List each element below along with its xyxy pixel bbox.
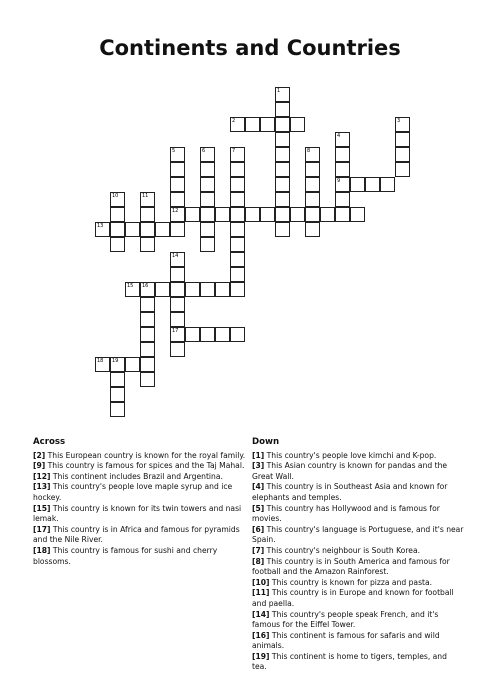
grid-cell[interactable] [185,327,200,342]
grid-cell[interactable] [350,177,365,192]
grid-cell[interactable] [230,327,245,342]
grid-cell[interactable] [200,162,215,177]
clue-number: 16 [142,283,149,289]
clue-text: This country is famous for spices and the Taj Mahal. [45,461,245,471]
clue-text: This country has Hollywood and is famous for movies. [252,503,440,524]
grid-cell[interactable] [230,177,245,192]
grid-cell[interactable] [230,222,245,237]
clue-text: This continent is home to tigers, temples, and tea. [252,651,447,672]
down-clue [252,588,464,609]
clue-text: This continent is famous for safaris and wild animals. [252,630,440,651]
grid-cell[interactable] [275,192,290,207]
clue-number: 4 [337,133,341,139]
clue-text: This country is in Africa and famous for pyramids and the Nile River. [33,524,240,545]
down-clue [252,557,464,578]
across-clue [33,525,247,546]
clue-number-label: [12] [33,471,51,481]
grid-cell[interactable] [200,282,215,297]
grid-cell[interactable] [275,102,290,117]
clue-text: This country's neighbour is South Korea. [264,545,421,555]
grid-cell[interactable] [275,147,290,162]
grid-cell[interactable] [260,117,275,132]
clue-number-label: [16] [252,630,270,640]
across-clue [33,451,247,462]
down-clue [252,610,464,631]
down-clue [252,451,464,462]
grid-cell[interactable] [275,177,290,192]
clue-number-label: [14] [252,609,270,619]
grid-cell[interactable] [305,207,320,222]
grid-cell[interactable] [200,192,215,207]
grid-cell[interactable] [230,162,245,177]
grid-cell[interactable] [110,402,125,417]
clue-number-label: [1] [252,450,265,460]
grid-cell[interactable] [170,192,185,207]
across-clue [33,482,247,503]
grid-cell[interactable] [320,207,335,222]
grid-cell[interactable] [155,282,170,297]
clue-text: This country's people speak French, and it's famous for the Eiffel Tower. [252,609,439,630]
clue-number: 1 [277,88,281,94]
grid-cell[interactable] [140,372,155,387]
clue-text: This country is known for its twin towers and nasi lemak. [33,503,242,524]
clue-text: This European country is known for the royal family. [45,450,246,460]
grid-cell[interactable] [185,282,200,297]
clue-number-label: [19] [252,651,270,661]
grid-cell[interactable] [170,222,185,237]
grid-cell[interactable] [305,222,320,237]
grid-cell[interactable] [275,222,290,237]
grid-cell[interactable] [125,357,140,372]
clue-number-label: [7] [252,545,265,555]
down-clue [252,652,464,673]
clue-number: 14 [172,253,179,259]
grid-cell[interactable] [140,237,155,252]
grid-cell[interactable] [170,282,185,297]
clue-text: This country is in Europe and known for football and paella. [252,588,454,608]
clue-number: 7 [232,148,236,154]
grid-cell[interactable] [215,327,230,342]
grid-cell[interactable] [140,222,155,237]
grid-cell[interactable] [200,177,215,192]
grid-cell[interactable] [230,192,245,207]
clue-number: 15 [127,283,134,289]
grid-cell[interactable] [305,192,320,207]
grid-cell[interactable] [365,177,380,192]
grid-cell[interactable] [230,282,245,297]
across-clue [33,504,247,525]
grid-cell[interactable] [275,132,290,147]
grid-cell[interactable] [305,177,320,192]
clue-number: 9 [337,178,341,184]
grid-cell[interactable] [305,162,320,177]
grid-cell[interactable] [230,207,245,222]
clue-text: This continent includes Brazil and Argentina. [50,471,223,481]
grid-cell[interactable] [170,312,185,327]
grid-cell[interactable] [200,222,215,237]
grid-cell[interactable] [140,312,155,327]
grid-cell[interactable] [335,207,350,222]
clue-number: 10 [112,193,119,199]
clue-number: 5 [172,148,176,154]
across-clues [33,437,247,567]
clue-number-label: [9] [33,461,46,471]
grid-cell[interactable] [230,252,245,267]
grid-cell[interactable] [140,342,155,357]
clue-number-label: [17] [33,524,51,534]
clue-number: 12 [172,208,179,214]
grid-cell[interactable] [110,387,125,402]
grid-cell[interactable] [110,222,125,237]
grid-cell[interactable] [215,207,230,222]
clue-number: 17 [172,328,179,334]
down-clues [252,437,464,673]
clue-number: 2 [232,118,236,124]
page-title: Continents and Countries [99,36,401,60]
across-clue [33,461,247,472]
grid-cell[interactable] [215,282,230,297]
grid-cell[interactable] [275,207,290,222]
down-clue [252,631,464,652]
grid-cell[interactable] [395,162,410,177]
grid-cell[interactable] [395,147,410,162]
grid-cell[interactable] [230,237,245,252]
clue-number: 18 [97,358,104,364]
grid-cell[interactable] [140,327,155,342]
grid-cell[interactable] [335,147,350,162]
grid-cell[interactable] [200,207,215,222]
grid-cell[interactable] [110,207,125,222]
clue-number: 6 [202,148,206,154]
clue-number-label: [6] [252,524,265,534]
grid-cell[interactable] [395,132,410,147]
across-clue [33,546,247,567]
across-clue [33,472,247,483]
grid-cell[interactable] [170,342,185,357]
grid-cell[interactable] [230,267,245,282]
down-clue [252,504,464,525]
grid-cell[interactable] [155,222,170,237]
clue-number-label: [15] [33,503,51,513]
grid-cell[interactable] [170,297,185,312]
clue-number: 3 [397,118,401,124]
clue-number-label: [18] [33,545,51,555]
clue-number-label: [5] [252,503,265,513]
down-clue [252,578,464,589]
clue-number: 13 [97,223,104,229]
grid-cell[interactable] [350,207,365,222]
grid-cell[interactable] [245,117,260,132]
grid-cell[interactable] [110,372,125,387]
clue-text: This Asian country is known for pandas and the Great Wall. [252,461,448,481]
clue-number-label: [11] [252,588,270,598]
clue-number-label: [10] [252,577,270,587]
clue-number-label: [4] [252,482,265,492]
clue-number-label: [3] [252,461,265,471]
down-clue [252,461,464,482]
down-clue [252,546,464,557]
clue-text: This country is in Southeast Asia and known for elephants and temples. [252,482,448,502]
down-heading: Down [252,437,280,447]
grid-cell[interactable] [170,267,185,282]
clue-number: 8 [307,148,311,154]
clue-number: 11 [142,193,149,199]
clue-text: This country is in South America and famous for football and the Amazon Rainforest. [252,556,450,577]
grid-cell[interactable] [125,222,140,237]
down-clue [252,525,464,546]
grid-cell[interactable] [335,162,350,177]
clue-text: This country is known for pizza and pasta. [269,577,433,587]
grid-cell[interactable] [260,207,275,222]
grid-cell[interactable] [275,162,290,177]
grid-cell[interactable] [140,297,155,312]
grid-cell[interactable] [275,117,290,132]
grid-cell[interactable] [245,207,260,222]
grid-cell[interactable] [140,207,155,222]
clue-text: This country is famous for sushi and cherry blossoms. [33,545,218,566]
clue-text: This country's people love maple syrup and ice hockey. [33,482,233,502]
grid-cell[interactable] [380,177,395,192]
grid-cell[interactable] [140,357,155,372]
grid-cell[interactable] [335,192,350,207]
grid-cell[interactable] [110,237,125,252]
clue-number-label: [13] [33,482,51,492]
clue-number: 19 [112,358,119,364]
across-heading: Across [33,437,66,447]
down-clue [252,482,464,503]
grid-cell[interactable] [290,207,305,222]
grid-cell[interactable] [185,207,200,222]
clue-text: This country's people love kimchi and K-pop. [264,450,437,460]
grid-cell[interactable] [170,162,185,177]
clue-number-label: [2] [33,450,46,460]
clue-text: This country's language is Portuguese, and it's near Spain. [252,524,464,545]
grid-cell[interactable] [290,117,305,132]
grid-cell[interactable] [200,237,215,252]
grid-cell[interactable] [200,327,215,342]
grid-cell[interactable] [170,177,185,192]
clue-number-label: [8] [252,556,265,566]
